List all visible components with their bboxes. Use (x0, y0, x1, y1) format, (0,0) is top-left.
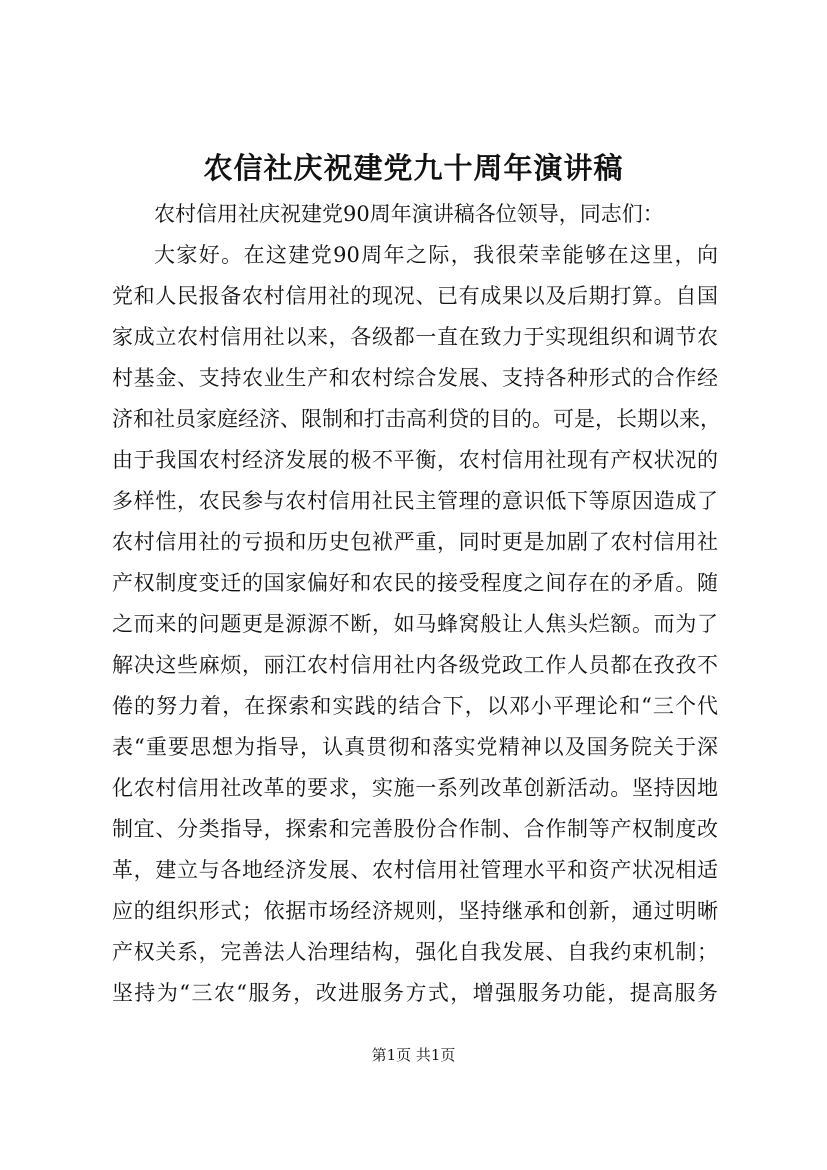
paragraph-line: 农村信用社庆祝建党90周年演讲稿各位领导，同志们： (154, 202, 664, 226)
paragraph-line: 之而来的问题更是源源不断，如马蜂窝般让人焦头烂额。而为了 (112, 612, 718, 636)
paragraph-line: 农村信用社的亏损和历史包袱严重，同时更是加剧了农村信用社 (112, 530, 718, 554)
paragraph-line: 多样性，农民参与农村信用社民主管理的意识低下等原因造成了 (112, 489, 718, 513)
document-title: 农信社庆祝建党九十周年演讲稿 (203, 151, 624, 185)
paragraph-line: 济和社员家庭经济、限制和打击高利贷的目的。可是，长期以来， (112, 407, 721, 431)
paragraph-line: 解决这些麻烦，丽江农村信用社内各级党政工作人员都在孜孜不 (112, 653, 718, 677)
paragraph-line: 党和人民报备农村信用社的现况、已有成果以及后期打算。自国 (112, 284, 718, 308)
paragraph-line: 家成立农村信用社以来，各级都一直在致力于实现组织和调节农 (112, 325, 718, 349)
paragraph-line: 制宜、分类指导，探索和完善股份合作制、合作制等产权制度改 (112, 817, 718, 841)
paragraph-line: 由于我国农村经济发展的极不平衡，农村信用社现有产权状况的 (112, 448, 718, 472)
paragraph-line: 表“重要思想为指导，认真贯彻和落实党精神以及国务院关于深 (112, 735, 718, 759)
paragraph-line: 应的组织形式；依据市场经济规则，坚持继承和创新，通过明晰 (112, 899, 718, 923)
paragraph-line: 村基金、支持农业生产和农村综合发展、支持各种形式的合作经 (112, 366, 718, 390)
document-body (112, 194, 721, 1014)
paragraph-line: 倦的努力着，在探索和实践的结合下，以邓小平理论和“三个代 (112, 694, 718, 718)
paragraph-line: 化农村信用社改革的要求，实施一系列改革创新活动。坚持因地 (112, 776, 718, 800)
paragraph-line: 大家好。在这建党90周年之际，我很荣幸能够在这里，向 (154, 243, 718, 267)
page-footer: 第1页 共1页 (371, 1046, 456, 1064)
paragraph-line: 坚持为“三农“服务，改进服务方式，增强服务功能，提高服务 (112, 981, 718, 1005)
paragraph-line: 产权制度变迁的国家偏好和农民的接受程度之间存在的矛盾。随 (112, 571, 718, 595)
paragraph-line: 革，建立与各地经济发展、农村信用社管理水平和资产状况相适 (112, 858, 718, 882)
paragraph-line: 产权关系，完善法人治理结构，强化自我发展、自我约束机制； (112, 940, 718, 964)
